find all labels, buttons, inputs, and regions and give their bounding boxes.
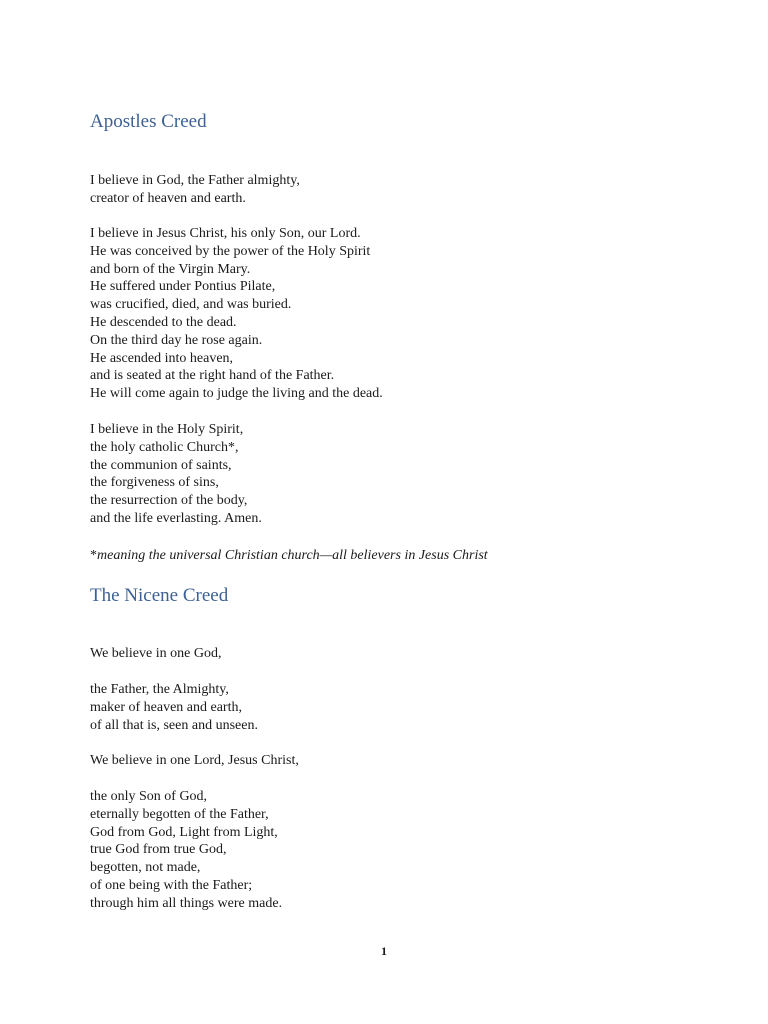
footnote	[90, 547, 488, 564]
apostles-stanza-3-line: the forgiveness of sins,	[90, 475, 219, 491]
apostles-stanza-3-line: and the life everlasting. Amen.	[90, 510, 262, 526]
apostles-stanza-2-line: He suffered under Pontius Pilate,	[90, 279, 276, 295]
nicene-stanza-4	[90, 788, 282, 913]
apostles-stanza-1-line: I believe in God, the Father almighty,	[90, 173, 300, 188]
apostles-stanza-3	[90, 421, 262, 528]
nicene-stanza-4-line: through him all things were made.	[90, 895, 283, 911]
apostles-stanza-3-line: the holy catholic Church*,	[90, 439, 239, 455]
nicene-stanza-3-line: We believe in one Lord, Jesus Christ,	[90, 753, 299, 768]
nicene-creed-title: The Nicene Creed	[90, 585, 229, 606]
apostles-creed-title: Apostles Creed	[90, 111, 207, 132]
nicene-stanza-4-line: eternally begotten of the Father,	[90, 806, 269, 822]
nicene-stanza-4-line: God from God, Light from Light,	[90, 824, 278, 840]
apostles-stanza-2	[90, 225, 383, 403]
apostles-stanza-2-line: He descended to the dead.	[90, 314, 237, 330]
apostles-stanza-2-line: and is seated at the right hand of the Father.	[90, 368, 335, 384]
page-number: 1	[381, 944, 387, 958]
footnote-text: meaning the universal Christian church—all believers in Jesus Christ	[97, 548, 488, 563]
nicene-stanza-1-line: We believe in one God,	[90, 646, 222, 661]
apostles-stanza-2-line: and born of the Virgin Mary.	[90, 261, 251, 277]
nicene-stanza-4-line: the only Son of God,	[90, 789, 208, 804]
apostles-stanza-2-line: He ascended into heaven,	[90, 350, 234, 366]
apostles-stanza-2-line: I believe in Jesus Christ, his only Son, our Lord.	[90, 226, 361, 241]
apostles-stanza-3-line: the communion of saints,	[90, 457, 232, 473]
apostles-stanza-3-line: I believe in the Holy Spirit,	[90, 422, 244, 437]
apostles-stanza-1-line: creator of heaven and earth.	[90, 190, 246, 206]
apostles-stanza-2-line: On the third day he rose again.	[90, 332, 263, 348]
nicene-stanza-2-line: maker of heaven and earth,	[90, 699, 242, 715]
apostles-stanza-3-line: the resurrection of the body,	[90, 493, 248, 509]
nicene-stanza-4-line: true God from true God,	[90, 842, 227, 858]
apostles-stanza-2-line: He will come again to judge the living and the dead.	[90, 386, 383, 402]
nicene-stanza-2	[90, 681, 258, 734]
nicene-stanza-2-line: the Father, the Almighty,	[90, 682, 229, 697]
footnote-marker: *	[90, 548, 97, 563]
nicene-stanza-4-line: of one being with the Father;	[90, 877, 253, 893]
nicene-stanza-3	[90, 752, 299, 770]
apostles-stanza-1	[90, 172, 300, 208]
nicene-stanza-2-line: of all that is, seen and unseen.	[90, 717, 258, 733]
apostles-stanza-2-line: He was conceived by the power of the Holy Spirit	[90, 243, 371, 259]
nicene-stanza-4-line: begotten, not made,	[90, 860, 201, 876]
apostles-stanza-2-line: was crucified, died, and was buried.	[90, 297, 292, 313]
nicene-stanza-1	[90, 645, 221, 663]
